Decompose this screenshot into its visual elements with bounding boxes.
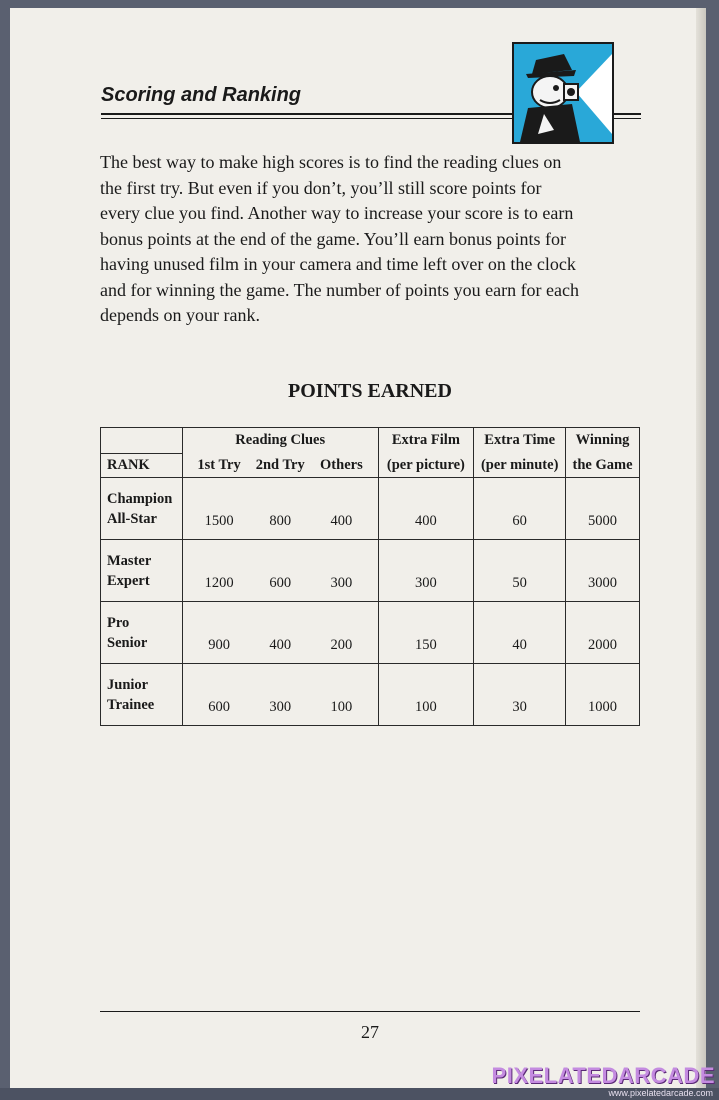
watermark-logo: PIXELATEDARCADE xyxy=(491,1063,715,1088)
reading-clues-subheader xyxy=(182,454,378,478)
extra-time-value: 30 xyxy=(474,664,566,726)
rank-name: Champion xyxy=(107,490,173,507)
others-value: 300 xyxy=(330,575,353,591)
rank-cell xyxy=(101,478,183,540)
extra-film-value: 150 xyxy=(378,602,474,664)
first-try-value: 900 xyxy=(208,637,230,653)
first-try-value: 600 xyxy=(208,699,230,715)
extra-film-header: Extra Film xyxy=(378,428,474,454)
first-try-value: 1200 xyxy=(204,575,234,591)
body-paragraph: The best way to make high scores is to find the reading clues on the first try. But even if you don’t, you’ll still score points for every clue you find. Another way to increase your score is to earn bonus points at the end of the game. You’ll earn bonus points for having unused film in your camera and time left over on the clock and for winning the game. The number of points you earn for each depends on your rank. xyxy=(100,152,580,325)
detective-camera-icon xyxy=(512,42,614,144)
table-title: POINTS EARNED xyxy=(288,380,452,402)
winning-header: Winning xyxy=(566,428,640,454)
rank-cell xyxy=(101,602,183,664)
extra-time-subheader: (per minute) xyxy=(474,454,566,478)
first-try-value: 1500 xyxy=(204,513,234,529)
table-row xyxy=(101,664,640,726)
table-row xyxy=(101,540,640,602)
others-value: 400 xyxy=(330,513,353,529)
first-try-header: 1st Try xyxy=(197,456,241,473)
winning-value: 1000 xyxy=(566,664,640,726)
others-value: 200 xyxy=(330,637,353,653)
reading-clue-values xyxy=(182,540,378,602)
rank-name: Senior xyxy=(107,634,148,651)
others-value: 100 xyxy=(330,699,353,715)
extra-film-subheader: (per picture) xyxy=(378,454,474,478)
section-title: Scoring and Ranking xyxy=(101,84,302,106)
extra-time-value: 40 xyxy=(474,602,566,664)
page-edge xyxy=(696,8,706,1090)
winning-subheader: the Game xyxy=(566,454,640,478)
extra-film-value: 300 xyxy=(378,540,474,602)
reading-clue-values xyxy=(182,664,378,726)
second-try-value: 800 xyxy=(269,513,292,529)
winning-value: 3000 xyxy=(566,540,640,602)
page-number: 27 xyxy=(361,1022,379,1042)
winning-value: 2000 xyxy=(566,602,640,664)
second-try-header: 2nd Try xyxy=(255,456,305,473)
rank-name: All-Star xyxy=(107,510,157,527)
reading-clue-values xyxy=(182,602,378,664)
reading-clues-header: Reading Clues xyxy=(182,428,378,454)
second-try-value: 400 xyxy=(269,637,292,653)
table-row xyxy=(101,602,640,664)
points-table xyxy=(100,427,640,726)
second-try-value: 300 xyxy=(269,699,292,715)
rank-header-spacer xyxy=(101,428,183,454)
extra-film-value: 100 xyxy=(378,664,474,726)
winning-value: 5000 xyxy=(566,478,640,540)
rank-name: Junior xyxy=(107,676,149,693)
rank-cell xyxy=(101,540,183,602)
table-row xyxy=(101,478,640,540)
rank-cell xyxy=(101,664,183,726)
extra-film-value: 400 xyxy=(378,478,474,540)
rank-header: RANK xyxy=(101,454,183,478)
rank-name: Master xyxy=(107,552,152,569)
rank-name: Trainee xyxy=(107,696,155,713)
extra-time-value: 50 xyxy=(474,540,566,602)
reading-clue-values xyxy=(182,478,378,540)
footer-rule xyxy=(100,1011,640,1012)
rank-name: Pro xyxy=(107,614,130,631)
second-try-value: 600 xyxy=(269,575,292,591)
extra-time-value: 60 xyxy=(474,478,566,540)
rank-name: Expert xyxy=(107,572,150,589)
extra-time-header: Extra Time xyxy=(474,428,566,454)
others-header: Others xyxy=(320,456,363,473)
watermark-url: www.pixelatedarcade.com xyxy=(608,1088,713,1098)
